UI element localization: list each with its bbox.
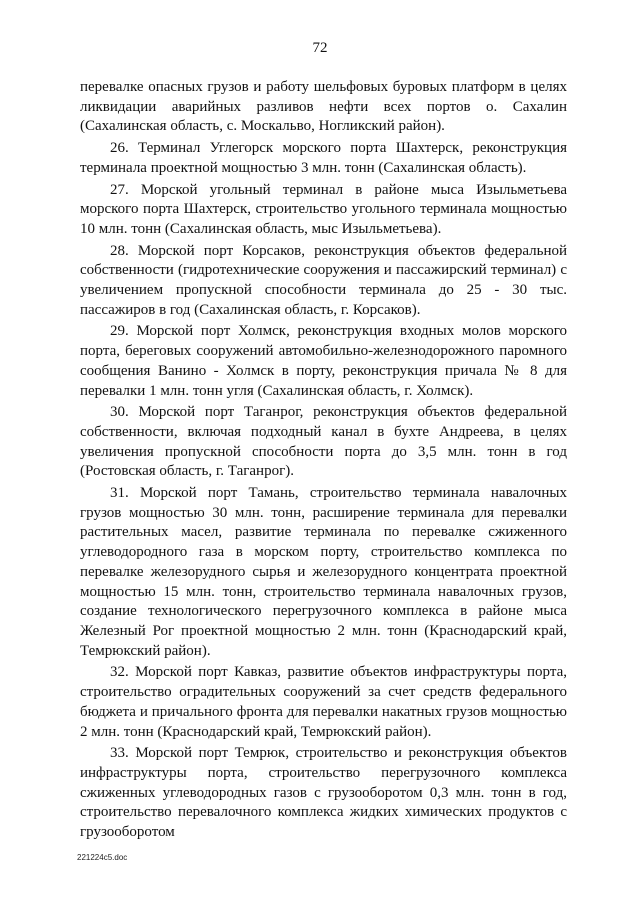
paragraph-item-28: 28. Морской порт Корсаков, реконструкция объектов федеральной собственности (гидротехнические сооружения и пассажирский терминал) с увеличением пропускной способности терминала до 25 - 30 тыс. пассажиров в год (Сахалинская область, г. Корсаков). [80, 242, 567, 318]
paragraph-item-33: 33. Морской порт Темрюк, строительство и реконструкция объектов инфраструктуры порта, строительство перегрузочного комплекса сжиженных углеводородных газов с грузооборотом 0,3 млн. тонн в год, строительство перевалочного комплекса жидких химических продуктов с грузооборотом [80, 745, 567, 841]
paragraph-item-32: 32. Морской порт Кавказ, развитие объектов инфраструктуры порта, строительство оградительных сооружений за счет средств федерального бюджета и причального фронта для перевалки накатных грузов мощностью 2 млн. тонн (Краснодарский край, Темрюкский район). [80, 664, 567, 740]
file-name-footer: 221224c5.doc [77, 853, 128, 862]
paragraph-item-31: 31. Морской порт Тамань, строительство терминала навалочных грузов мощностью 30 млн. тонн, расширение терминала для перевалки растительных масел, развитие терминала по перевалке сжиженного углеводородного газа в морском порту, строительство комплекса по перевалке железорудного сырья и железорудного концентрата проектной мощностью 15 млн. тонн, строительство терминала навалочных грузов, создание технологического перегрузочного комплекса в районе мыса Железный Рог проектной мощностью 2 млн. тонн (Краснодарский край, Темрюкский район). [80, 485, 567, 659]
page-number: 72 [312, 40, 328, 56]
document-body [80, 78, 567, 843]
paragraph-item-27: 27. Морской угольный терминал в районе мыса Изыльметьева морского порта Шахтерск, строительство угольного терминала мощностью 10 млн. тонн (Сахалинская область, мыс Изыльметьева). [80, 181, 567, 237]
paragraph-item-30: 30. Морской порт Таганрог, реконструкция объектов федеральной собственности, включая подходный канал в бухте Андреева, в целях увеличения пропускной способности порта до 3,5 млн. тонн в год (Ростовская область, г. Таганрог). [80, 404, 567, 480]
paragraph-item-29: 29. Морской порт Холмск, реконструкция входных молов морского порта, береговых сооружений автомобильно-железнодорожного паромного сообщения Ванино - Холмск в порту, реконструкция причала № 8 для перевалки 1 млн. тонн угля (Сахалинская область, г. Холмск). [80, 323, 567, 399]
paragraph-item-26: 26. Терминал Углегорск морского порта Шахтерск, реконструкция терминала проектной мощностью 3 млн. тонн (Сахалинская область). [80, 140, 567, 176]
paragraph-continuation: перевалке опасных грузов и работу шельфовых буровых платформ в целях ликвидации аварийных разливов нефти всех портов о. Сахалин (Сахалинская область, с. Москальво, Ногликский район). [80, 79, 567, 135]
